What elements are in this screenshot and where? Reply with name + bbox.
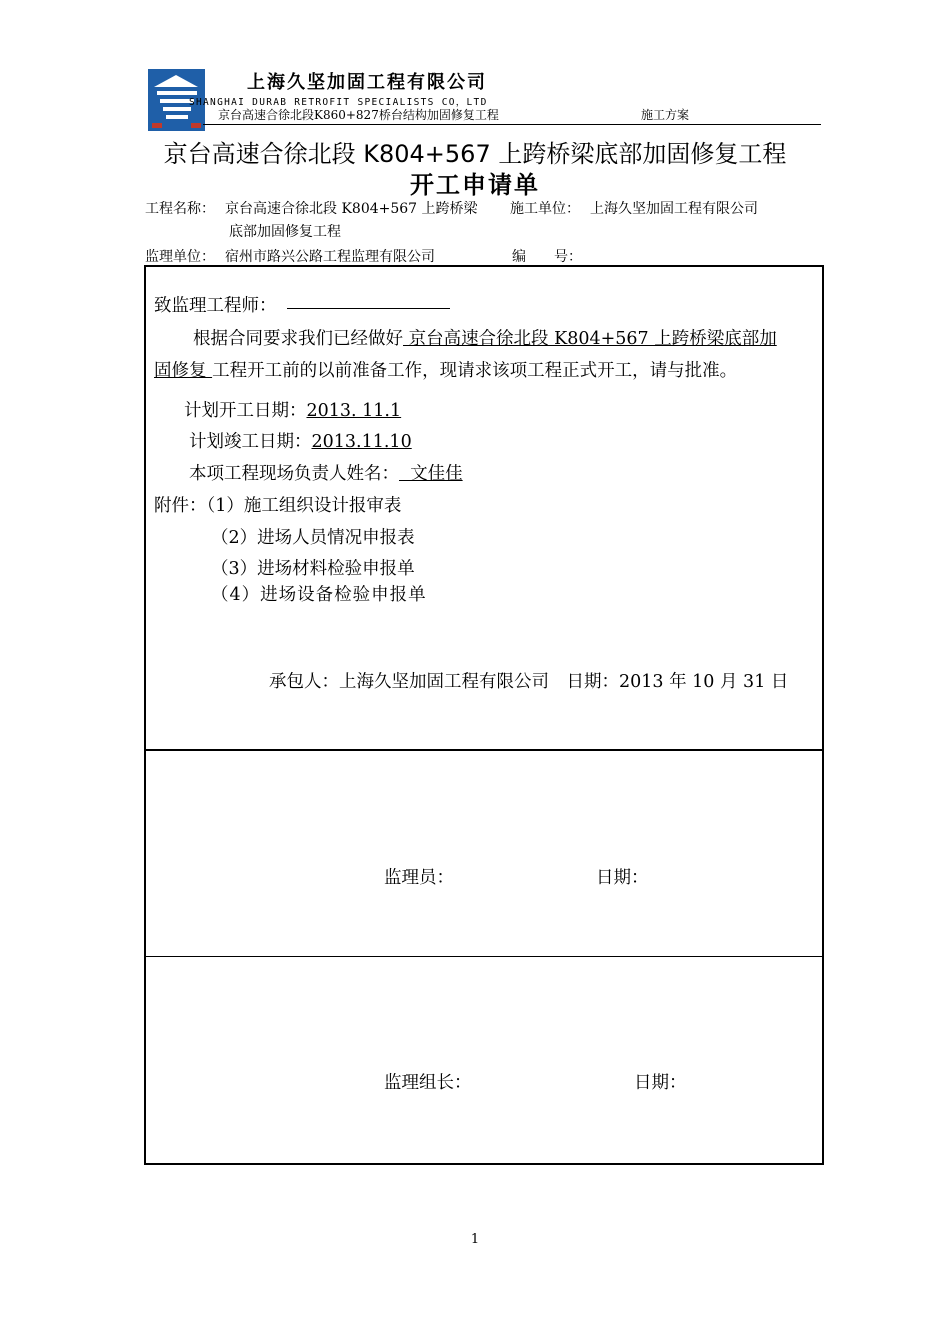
document-title: 京台高速合徐北段 K804+567 上跨桥梁底部加固修复工程 [163, 140, 787, 168]
addressee-label: 致监理工程师： [154, 296, 277, 316]
request-project-name-continued: 固修复 [154, 361, 213, 381]
site-manager [189, 460, 463, 485]
table-border-bottom [144, 1163, 824, 1165]
supervisor-unit-value: 宿州市路兴公路工程监理有限公司 [225, 249, 435, 265]
planned-start-label: 计划开工日期： [184, 401, 307, 421]
attachment-text: （1）施工组织设计报审表 [206, 496, 402, 516]
attachment-item: （4）进场设备检验申报单 [211, 585, 427, 605]
planned-start-value: 2013. 11.1 [306, 401, 402, 421]
request-text-continued: 工程开工前的以前准备工作，现请求该项工程正式开工，请与批准。 [212, 361, 738, 381]
company-name-en: SHANGHAI DURAB RETROFIT SPECIALISTS CO，LTD [189, 97, 488, 108]
project-name-label: 工程名称： [145, 201, 215, 217]
contractor-value: 上海久坚加固工程有限公司 [590, 201, 758, 217]
planned-end-label: 计划竣工日期： [189, 432, 312, 452]
contractor-signature-line: 承包人：上海久坚加固工程有限公司 日期：2013 年 10 月 31 日 [269, 672, 789, 692]
document-number-label: 编 号： [512, 249, 582, 265]
table-border-left [144, 265, 146, 1165]
addressee-blank-line [287, 308, 450, 309]
supervisor-unit-label: 监理单位： [145, 249, 215, 265]
document-subtitle: 开工申请单 [410, 171, 540, 199]
supervisor-signature-label: 监理员： [384, 868, 454, 888]
attachment-item [154, 492, 401, 517]
supervision-leader-signature-label: 监理组长： [384, 1073, 472, 1093]
request-project-name: 京台高速合徐北段 K804+567 上跨桥梁底部加 [403, 329, 777, 349]
table-border-top [144, 265, 824, 267]
attachments-label: 附件： [154, 496, 207, 516]
attachment-item: （2）进场人员情况申报表 [211, 528, 415, 548]
company-name-cn: 上海久坚加固工程有限公司 [247, 72, 487, 93]
contractor-label: 施工单位： [510, 201, 580, 217]
header-project: 京台高速合徐北段K860+827桥台结构加固修复工程 [218, 108, 499, 122]
page-number: 1 [470, 1232, 480, 1247]
supervision-leader-date-label: 日期： [634, 1073, 687, 1093]
header-divider [203, 124, 821, 125]
request-text: 根据合同要求我们已经做好 [193, 329, 403, 349]
table-row-divider [144, 956, 824, 957]
site-manager-value: 文佳佳 [399, 464, 463, 484]
table-row-divider [144, 749, 824, 751]
project-name-value-continued: 底部加固修复工程 [229, 224, 341, 240]
table-border-right [822, 265, 824, 1165]
supervisor-date-label: 日期： [596, 868, 649, 888]
header-doc-type: 施工方案 [641, 108, 690, 122]
request-paragraph-line1 [193, 325, 777, 350]
site-manager-label: 本项工程现场负责人姓名： [189, 464, 399, 484]
request-paragraph-line2 [154, 357, 737, 382]
planned-end-value: 2013.11.10 [311, 432, 412, 452]
project-name-value: 京台高速合徐北段 K804+567 上跨桥梁 [225, 201, 478, 217]
planned-start-date [184, 397, 401, 422]
attachment-item: （3）进场材料检验申报单 [211, 559, 415, 579]
planned-end-date [189, 428, 412, 453]
